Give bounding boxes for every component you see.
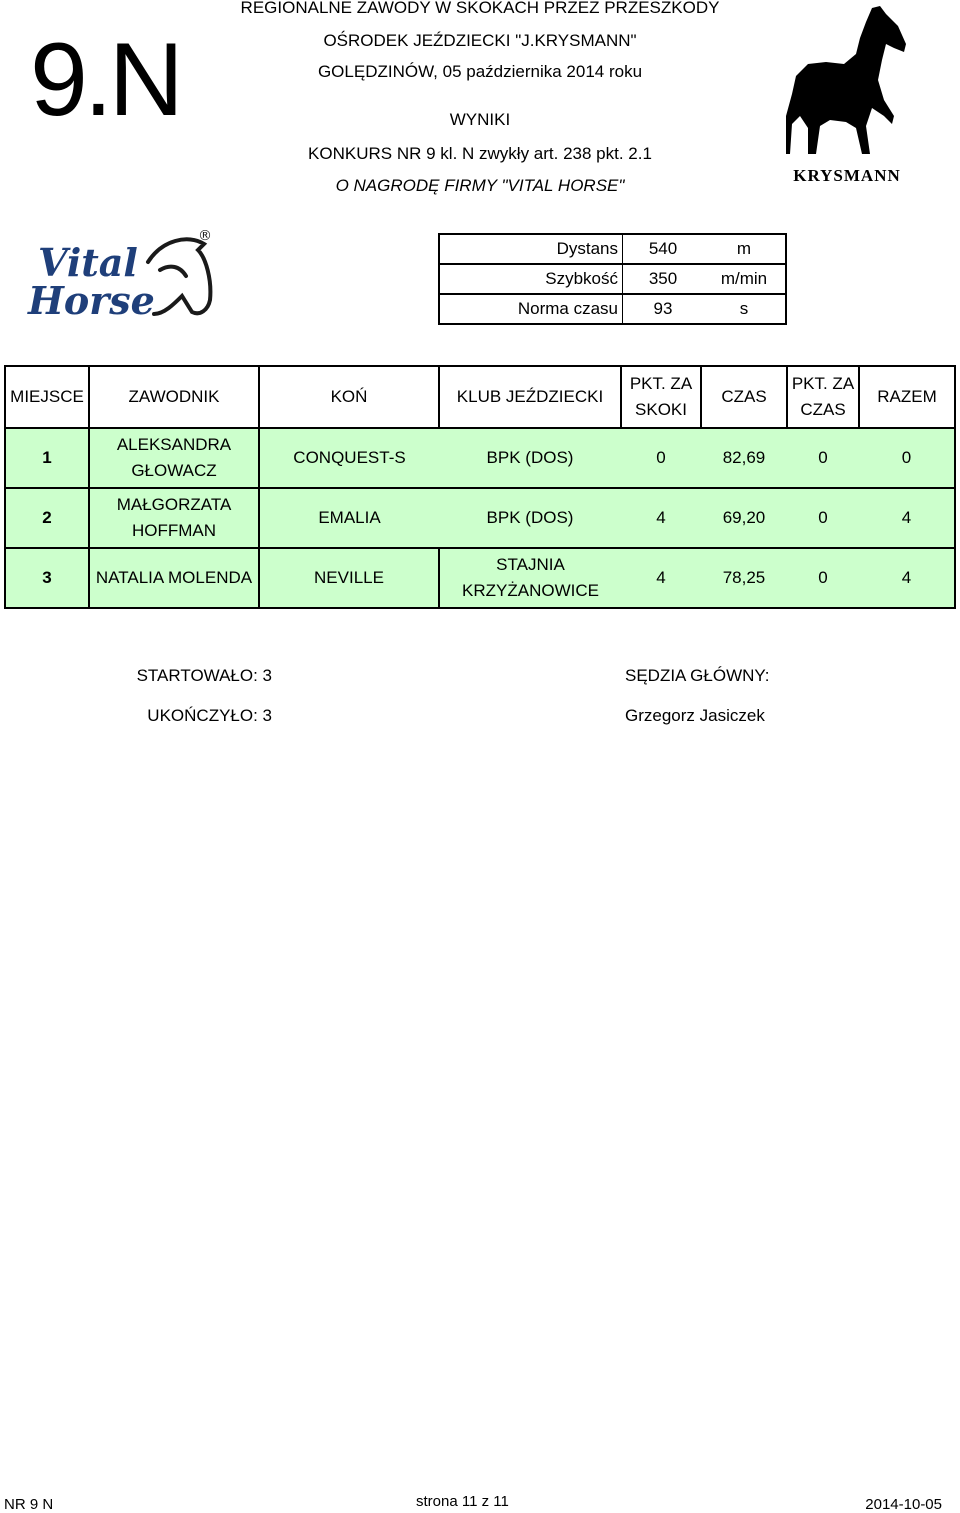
table-row — [5, 488, 955, 548]
col-header-total: RAZEM — [859, 366, 955, 428]
chief-judge-name: Grzegorz Jasiczek — [625, 706, 765, 725]
registered-mark: ® — [198, 228, 212, 244]
cell-club: BPK (DOS) — [439, 488, 621, 548]
param-label: Szybkość — [439, 264, 623, 294]
param-unit: s — [703, 294, 786, 324]
param-row-speed — [439, 264, 786, 294]
chief-judge-label: SĘDZIA GŁÓWNY: — [625, 666, 770, 685]
param-label: Dystans — [439, 234, 623, 264]
cell-total: 4 — [859, 488, 955, 548]
vital-wordmark-line1: Vital — [38, 240, 138, 285]
cell-jump-points: 4 — [621, 548, 701, 608]
footer-date: 2014-10-05 — [865, 1496, 942, 1513]
results-table — [4, 365, 956, 609]
cell-time-points: 0 — [787, 428, 859, 488]
col-header-place: MIEJSCE — [5, 366, 89, 428]
results-heading: WYNIKI — [449, 110, 511, 129]
col-header-time-points: PKT. ZA CZAS — [787, 366, 859, 428]
col-header-jump-points: PKT. ZA SKOKI — [621, 366, 701, 428]
table-row — [5, 548, 955, 608]
krysmann-wordmark: KRYSMANN — [793, 166, 901, 185]
param-row-distance — [439, 234, 786, 264]
cell-jump-points: 4 — [621, 488, 701, 548]
cell-rider: ALEKSANDRA GŁOWACZ — [89, 428, 259, 488]
event-title: REGIONALNE ZAWODY W SKOKACH PRZEZ PRZESZKODY — [240, 0, 720, 17]
course-parameters — [438, 233, 787, 325]
cell-time: 82,69 — [701, 428, 787, 488]
vital-horse-logo — [22, 226, 222, 324]
cell-horse: CONQUEST-S — [259, 428, 439, 488]
cell-rider: MAŁGORZATA HOFFMAN — [89, 488, 259, 548]
cell-time: 69,20 — [701, 488, 787, 548]
footer-contest-code: NR 9 N — [4, 1496, 54, 1513]
cell-club: BPK (DOS) — [439, 428, 621, 488]
krysmann-logo — [786, 4, 908, 186]
contest-description: KONKURS NR 9 kl. N zwykły art. 238 pkt. 2.1 — [308, 144, 652, 163]
vital-wordmark-line2: Horse — [28, 278, 155, 323]
table-row — [5, 428, 955, 488]
place-date: GOLĘDZINÓW, 05 października 2014 roku — [317, 62, 643, 81]
cell-club: STAJNIA KRZYŻANOWICE — [439, 548, 621, 608]
param-unit: m/min — [703, 264, 786, 294]
col-header-rider: ZAWODNIK — [89, 366, 259, 428]
venue-name: OŚRODEK JEŹDZIECKI "J.KRYSMANN" — [323, 31, 637, 50]
contest-code: 9.N — [30, 22, 180, 138]
contest-prize: O NAGRODĘ FIRMY "VITAL HORSE" — [335, 176, 625, 195]
cell-place: 1 — [5, 428, 89, 488]
cell-time-points: 0 — [787, 488, 859, 548]
param-unit: m — [703, 234, 786, 264]
cell-place: 3 — [5, 548, 89, 608]
col-header-horse: KOŃ — [259, 366, 439, 428]
cell-horse: NEVILLE — [259, 548, 439, 608]
cell-total: 4 — [859, 548, 955, 608]
col-header-club: KLUB JEŹDZIECKI — [439, 366, 621, 428]
cell-time-points: 0 — [787, 548, 859, 608]
cell-rider: NATALIA MOLENDA — [89, 548, 259, 608]
cell-jump-points: 0 — [621, 428, 701, 488]
horse-silhouette-icon — [786, 6, 906, 154]
footer-page-number: strona 11 z 11 — [416, 1493, 509, 1510]
param-value: 93 — [623, 294, 704, 324]
param-label: Norma czasu — [439, 294, 623, 324]
table-header-row — [5, 366, 955, 428]
param-row-time-limit — [439, 294, 786, 324]
cell-place: 2 — [5, 488, 89, 548]
cell-horse: EMALIA — [259, 488, 439, 548]
param-value: 540 — [623, 234, 704, 264]
cell-time: 78,25 — [701, 548, 787, 608]
started-count: STARTOWAŁO: 3 — [136, 666, 272, 685]
col-header-time: CZAS — [701, 366, 787, 428]
horse-head-icon — [148, 239, 210, 314]
param-value: 350 — [623, 264, 704, 294]
finished-count: UKOŃCZYŁO: 3 — [147, 706, 272, 725]
cell-total: 0 — [859, 428, 955, 488]
